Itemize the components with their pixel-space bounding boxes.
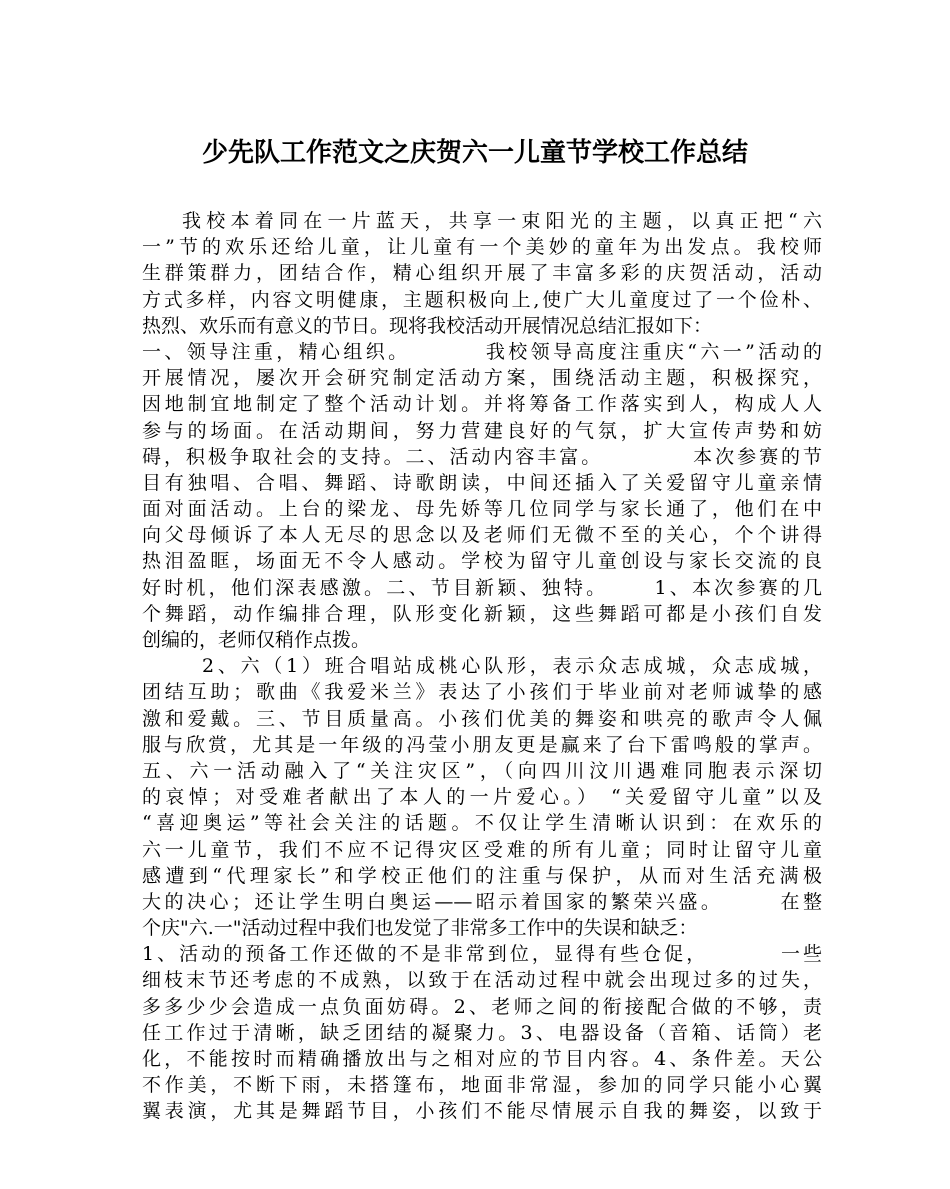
body-line: 目有独唱、合唱、舞蹈、诗歌朗读，中间还插入了关爱留守儿童亲情 [142, 471, 822, 494]
body-line: 团结互助；歌曲《我爱米兰》表达了小孩们于毕业前对老师诚挚的感 [142, 681, 822, 704]
body-line: 服与欣赏，尤其是一年级的冯莹小朋友更是赢来了台下雷鸣般的掌声。 [142, 733, 822, 756]
body-line: 面对面活动。上台的梁龙、母先娇等几位同学与家长通了，他们在中 [142, 498, 822, 521]
body-line: 不作美，不断下雨，未搭篷布，地面非常湿，参加的同学只能小心翼 [142, 1074, 822, 1097]
body-line: 我校本着同在一片蓝天，共享一束阳光的主题，以真正把“六 [182, 210, 822, 232]
body-line: 方式多样，内容文明健康，主题积极向上,使广大儿童度过了一个俭朴、 [142, 288, 822, 311]
body-line: 热烈、欢乐而有意义的节日。现将我校活动开展情况总结汇报如下： [142, 314, 713, 337]
body-line: 任工作过于清晰，缺乏团结的凝聚力。3、电器设备（音箱、话筒）老 [142, 1021, 822, 1044]
document-body [142, 208, 822, 1125]
body-line: 碍，积极争取社会的支持。二、活动内容丰富。 本次参赛的节 [142, 445, 822, 468]
body-line: 化，不能按时而精确播放出与之相对应的节目内容。4、条件差。天公 [142, 1048, 822, 1070]
body-line: 参与的场面。在活动期间，努力营建良好的气氛，扩大宣传声势和妨 [142, 419, 822, 442]
body-line: 翼表演，尤其是舞蹈节目，小孩们不能尽情展示自我的舞姿，以致于 [142, 1100, 822, 1123]
body-line: 1、活动的预备工作还做的不是非常到位，显得有些仓促， 一些 [142, 943, 822, 966]
body-line: 开展情况，屡次开会研究制定活动方案，围绕活动主题，积极探究， [142, 367, 822, 390]
body-line: 多多少少会造成一点负面妨碍。2、老师之间的衔接配合做的不够，责 [142, 995, 822, 1018]
body-line: 大的决心；还让学生明白奥运——昭示着国家的繁荣兴盛。 在整 [142, 890, 822, 913]
body-line: 六一儿童节，我们不应不记得灾区受难的所有儿童；同时让留守儿童 [142, 838, 822, 861]
document-title: 少先队工作范文之庆贺六一儿童节学校工作总结 [201, 138, 748, 168]
body-line: 热泪盈眶，场面无不令人感动。学校为留守儿童创设与家长交流的良 [142, 550, 822, 573]
body-line: 2、六（1）班合唱站成桃心队形，表示众志成城，众志成城， [202, 655, 822, 678]
body-line: 创编的，老师仅稍作点拨。 [142, 629, 371, 651]
body-line: 好时机，他们深表感激。二、节目新颖、独特。 1、本次参赛的几 [142, 576, 822, 599]
body-line: 感遭到“代理家长”和学校正他们的注重与保护，从而对生活充满极 [142, 864, 822, 887]
body-line: 因地制宜地制定了整个活动计划。并将筹备工作落实到人，构成人人 [142, 393, 822, 416]
body-line: 一”节的欢乐还给儿童，让儿童有一个美妙的童年为出发点。我校师 [142, 236, 822, 259]
body-line: 生群策群力，团结合作，精心组织开展了丰富多彩的庆贺活动，活动 [142, 262, 822, 285]
body-line: 五、六一活动融入了“关注灾区”，（向四川汶川遇难同胞表示深切 [142, 759, 822, 782]
body-line: 一、领导注重，精心组织。 我校领导高度注重庆“六一”活动的 [142, 340, 822, 363]
body-line: 细枝末节还考虑的不成熟，以致于在活动过程中就会出现过多的过失， [142, 969, 822, 992]
body-line: 激和爱戴。三、节目质量高。小孩们优美的舞姿和哄亮的歌声令人佩 [142, 707, 822, 730]
body-line: 个庆"六.一"活动过程中我们也发觉了非常多工作中的失误和缺乏： [142, 917, 698, 940]
body-line: 的哀悼；对受难者献出了本人的一片爱心。） “关爱留守儿童”以及 [142, 786, 822, 809]
body-line: 个舞蹈，动作编排合理，队形变化新颖，这些舞蹈可都是小孩们自发 [142, 602, 822, 625]
body-line: “喜迎奥运”等社会关注的话题。不仅让学生清晰认识到：在欢乐的 [142, 812, 822, 835]
body-line: 向父母倾诉了本人无尽的思念以及老师们无微不至的关心，个个讲得 [142, 524, 822, 547]
